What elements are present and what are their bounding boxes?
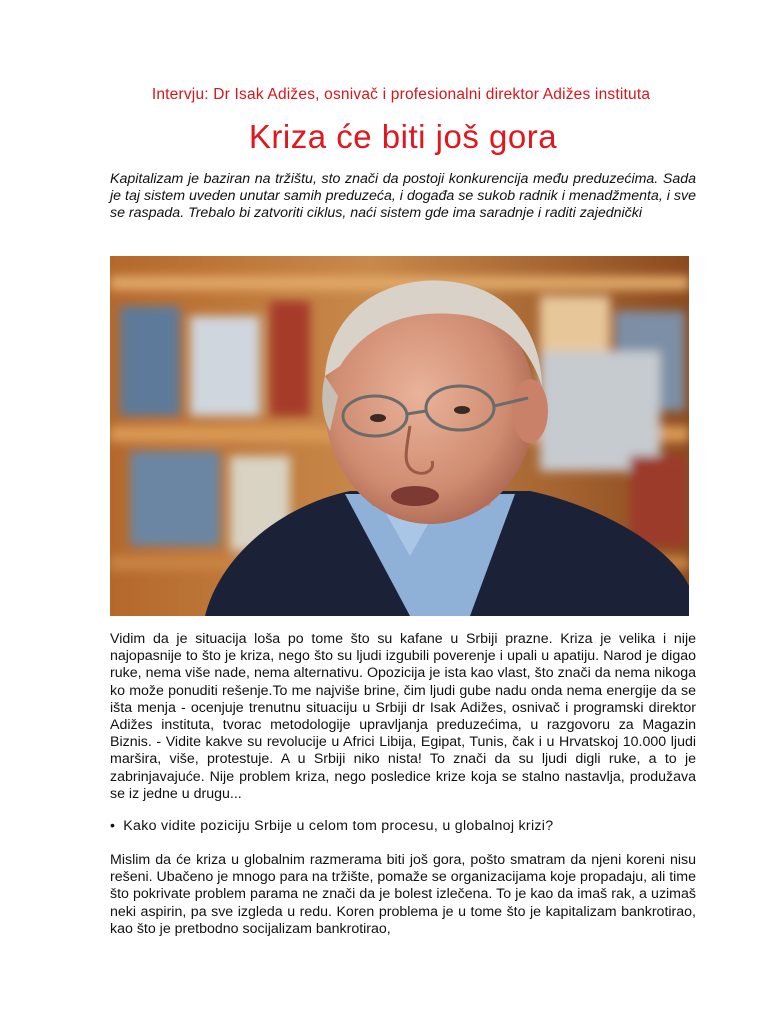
article-lead: Kapitalizam je baziran na tržištu, sto znači da postoji konkurencija među preduzećima. Sada je taj sistem uveden unutar samih preduzeća, i događa se sukob radnik i menadžmenta, i sve se raspada. Trebalo bi zatvoriti ciklus, naći sistem gde ima saradnje i raditi zajednički xyxy=(110,171,696,222)
article-title: Kriza će biti još gora xyxy=(248,118,558,155)
question-text: Kako vidite poziciju Srbije u celom tom procesu, u globalnoj krizi? xyxy=(123,818,554,834)
bullet-icon: • xyxy=(110,818,116,834)
interview-question xyxy=(110,818,696,835)
interview-photo xyxy=(110,256,689,616)
body-paragraph-2: Mislim da će kriza u globalnim razmerama biti još gora, pošto smatram da njeni koreni nisu rešeni. Ubačeno je mnogo para na tržište, pomaže se organizacijama koje propadaju, ali time što pokrivate problem parama ne znači da je bolest izlečena. To je kao da imaš rak, a uzimaš neki aspirin, pa sve izgleda u redu. Koren problema je u tome što je kapitalizam bankrotirao, kao što je pretbodno socijalizam bankrotirao, xyxy=(110,852,696,937)
article-subtitle: Intervju: Dr Isak Adižes, osnivač i profesionalni direktor Adižes instituta xyxy=(151,86,651,103)
body-paragraph-1: Vidim da je situacija loša po tome što su kafane u Srbiji prazne. Kriza je velika i nije najopasnije to što je kriza, nego što su ljudi izgubili poverenje i upali u apatiju. Narod je digao ruke, nema više nade, nema alternativu. Opozicija je ista kao vlast, što znači da nema nikoga ko može ponuditi rešenje.To me najviše brine, čim ljudi gube nadu onda nema energije da se išta menja - ocenjuje trenutnu situaciju u Srbiji dr Isak Adižes, osnivač i programski direktor Adižes instituta, tvorac metodologije upravljanja preduzećima, u razgovoru za Magazin Biznis. - Vidite kakve su revolucije u Africi Libija, Egipat, Tunis, čak i u Hrvatskoj 10.000 ljudi marširа, više, protestuje. A u Srbiji niko nista! To znači da su ljudi digli ruke, a to je zabrinjavajuće. Nije problem kriza, nego posledice krize koja se stalno nastavlja, produžava se iz jedne u drugu... xyxy=(110,631,696,802)
